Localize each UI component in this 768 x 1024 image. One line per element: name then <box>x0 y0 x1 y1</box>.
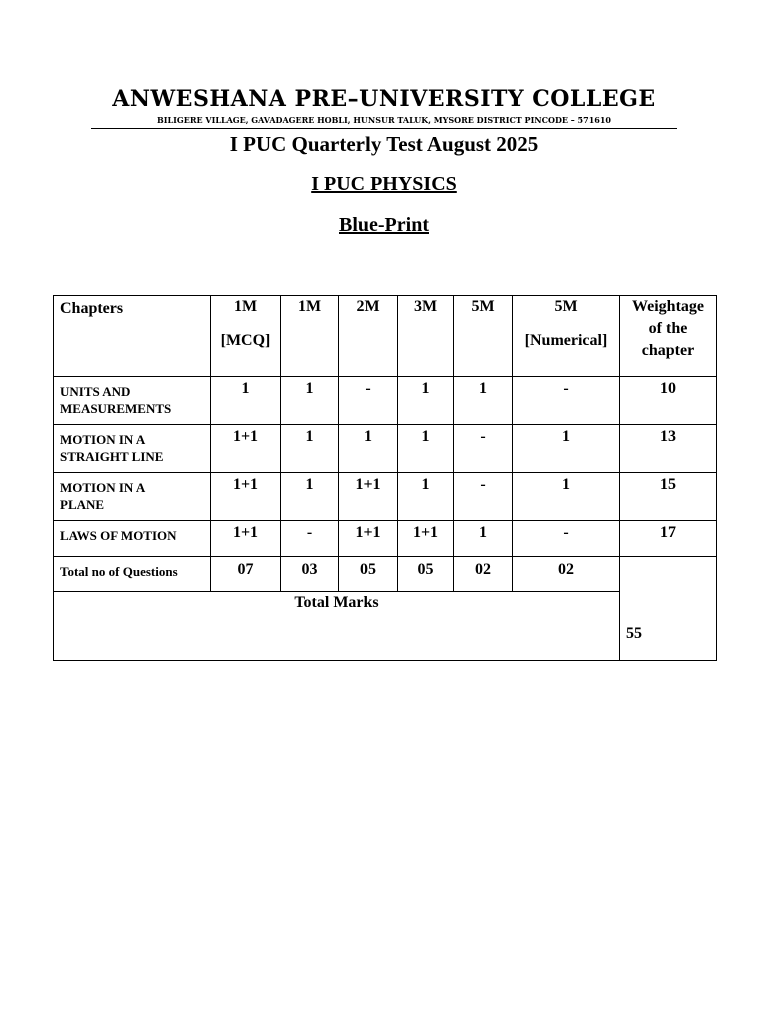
cell-1m: 1 <box>281 377 339 425</box>
cell-2m: 1+1 <box>339 521 398 557</box>
cell-2m: - <box>339 377 398 425</box>
cell-5m: - <box>454 425 513 473</box>
cell-1m: 1 <box>281 425 339 473</box>
cell-2m: 1+1 <box>339 473 398 521</box>
header-5m-numerical: 5M [Numerical] <box>513 296 620 377</box>
total-1m-mcq: 07 <box>211 557 281 592</box>
total-marks-row <box>54 592 717 661</box>
table-row <box>54 377 717 425</box>
header-divider <box>91 128 677 129</box>
total-2m: 05 <box>339 557 398 592</box>
cell-weightage: 13 <box>620 425 717 473</box>
total-5m-numerical: 02 <box>513 557 620 592</box>
cell-2m: 1 <box>339 425 398 473</box>
subject-title: I PUC PHYSICS <box>311 173 457 195</box>
chapter-name: MOTION IN A PLANE <box>54 473 211 521</box>
cell-weightage: 15 <box>620 473 717 521</box>
cell-3m: 1 <box>398 425 454 473</box>
cell-1m: - <box>281 521 339 557</box>
table-header-row <box>54 296 717 377</box>
chapter-name: MOTION IN A STRAIGHT LINE <box>54 425 211 473</box>
cell-5m: 1 <box>454 377 513 425</box>
cell-1m-mcq: 1 <box>211 377 281 425</box>
cell-1m: 1 <box>281 473 339 521</box>
cell-5m: 1 <box>454 521 513 557</box>
cell-3m: 1 <box>398 473 454 521</box>
college-address: BILIGERE VILLAGE, GAVADAGERE HOBLI, HUNSUR TALUK, MYSORE DISTRICT PINCODE – 571610 <box>157 115 611 125</box>
cell-5m-numerical: - <box>513 377 620 425</box>
table-row <box>54 473 717 521</box>
table-row <box>54 425 717 473</box>
header-5m: 5M <box>454 296 513 377</box>
cell-3m: 1 <box>398 377 454 425</box>
total-questions-label: Total no of Questions <box>54 557 211 592</box>
college-name: ANWESHANA PRE–UNIVERSITY COLLEGE <box>112 86 656 112</box>
header-weightage: Weightage of the chapter <box>620 296 717 377</box>
header-3m: 3M <box>398 296 454 377</box>
chapter-name: UNITS AND MEASUREMENTS <box>54 377 211 425</box>
cell-5m: - <box>454 473 513 521</box>
table-row <box>54 521 717 557</box>
cell-5m-numerical: 1 <box>513 425 620 473</box>
total-5m: 02 <box>454 557 513 592</box>
total-questions-row <box>54 557 717 592</box>
cell-1m-mcq: 1+1 <box>211 521 281 557</box>
test-title: I PUC Quarterly Test August 2025 <box>229 132 539 156</box>
total-marks-label: Total Marks <box>54 592 620 661</box>
header-1m: 1M <box>281 296 339 377</box>
cell-3m: 1+1 <box>398 521 454 557</box>
cell-1m-mcq: 1+1 <box>211 473 281 521</box>
header-1m-mcq: 1M [MCQ] <box>211 296 281 377</box>
cell-1m-mcq: 1+1 <box>211 425 281 473</box>
header-chapters: Chapters <box>54 296 211 377</box>
total-marks-value: 55 <box>620 557 717 661</box>
blueprint-table <box>53 295 717 661</box>
cell-weightage: 17 <box>620 521 717 557</box>
total-1m: 03 <box>281 557 339 592</box>
cell-5m-numerical: 1 <box>513 473 620 521</box>
document-type: Blue-Print <box>339 214 429 236</box>
chapter-name: LAWS OF MOTION <box>54 521 211 557</box>
header-2m: 2M <box>339 296 398 377</box>
cell-5m-numerical: - <box>513 521 620 557</box>
total-3m: 05 <box>398 557 454 592</box>
cell-weightage: 10 <box>620 377 717 425</box>
